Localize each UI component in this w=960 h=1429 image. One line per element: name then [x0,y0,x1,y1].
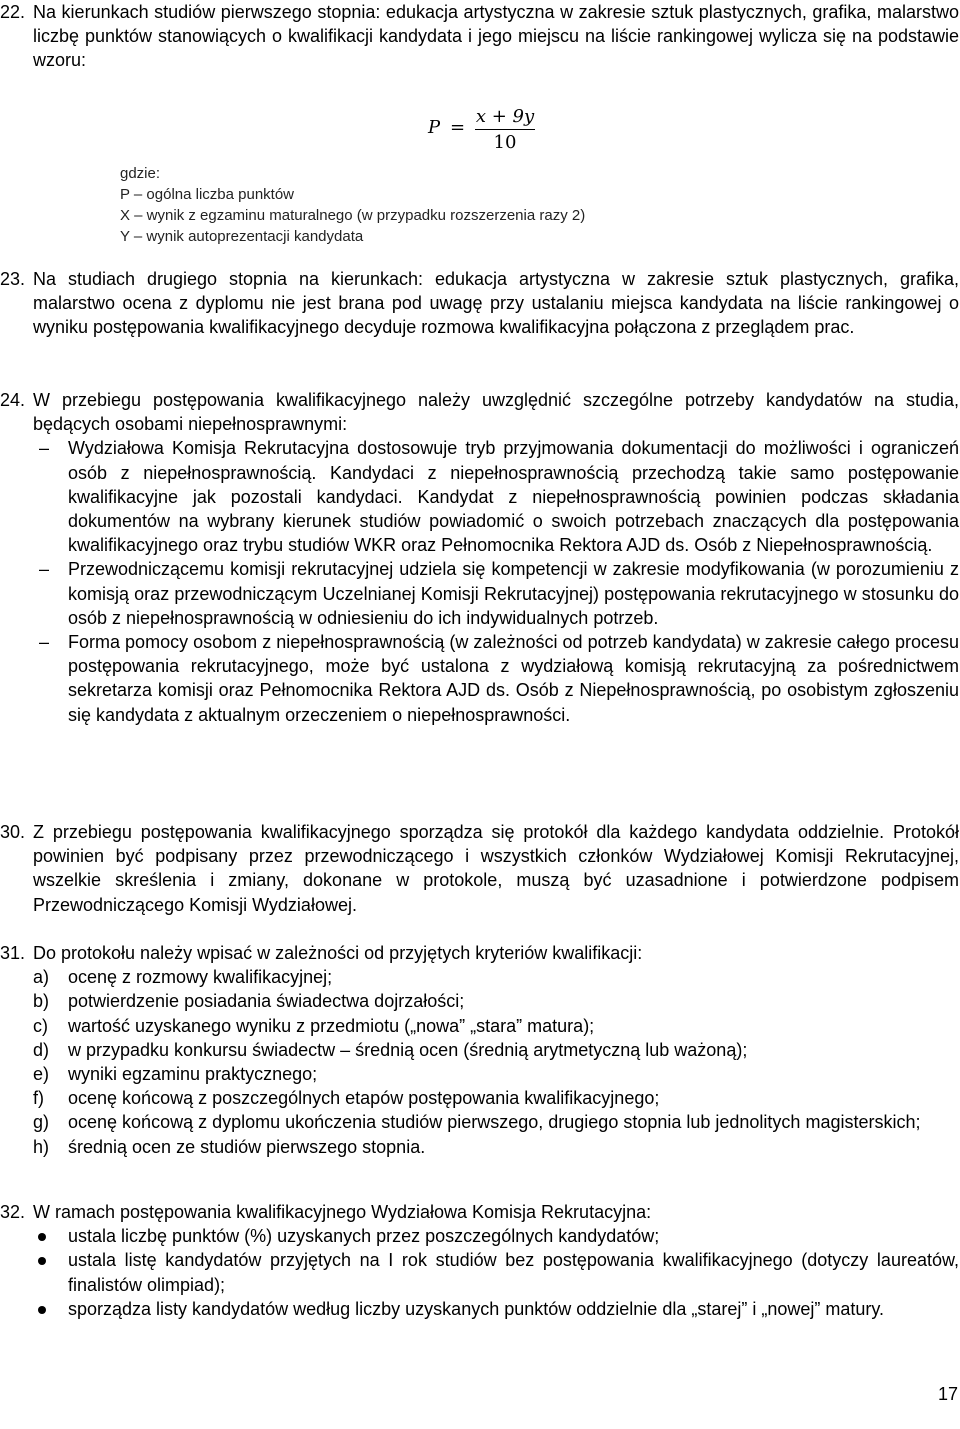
section-number: 23. [0,269,26,289]
legend-line: P – ogólna liczba punktów [120,186,295,203]
section-text: Na studiach drugiego stopnia na kierunkach: edukacja artystyczna w zakresie sztuk plastycznych, grafika, malarstwo ocena z dyplomu nie jest brana pod uwagę przy ustalaniu miejsca kandydata na liście rankingowej o wyniku postępowania kwalifikacyjnego decyduje rozmowa kwalifikacyjna połączona z przeglądem prac. [33,269,959,338]
formula-denominator: 10 [493,132,517,153]
list-item [33,1135,959,1159]
alpha-list [33,965,959,1159]
bullet-icon [38,1306,46,1314]
bullet-icon [38,1257,46,1265]
list-item [33,1062,959,1086]
section-text: W przebiegu postępowania kwalifikacyjnego należy uwzględnić szczególne potrzeby kandydatów na studia, będących osobami niepełnosprawnymi: [33,390,959,435]
list-item-text: średnią ocen ze studiów pierwszego stopnia. [68,1136,426,1157]
formula-numerator: x + 9y [475,106,535,127]
list-marker: e) [33,1064,50,1085]
list-marker: c) [33,1015,48,1036]
section-24 [0,388,960,727]
formula-legend [120,163,585,247]
list-item [33,1110,959,1134]
bullet-list [33,1224,959,1321]
dash-list [33,436,959,726]
list-item-text: ocenę końcową z dyplomu ukończenia studiów pierwszego, drugiego stopnia lub jednolitych magisterskich; [68,1112,921,1133]
list-item-text: ustala listę kandydatów przyjętych na I rok studiów bez postępowania kwalifikacyjnego (dotyczy laureatów, finalistów olimpiad); [68,1250,959,1295]
page-number: 17 [938,1384,959,1404]
section-text: W ramach postępowania kwalifikacyjnego Wydziałowa Komisja Rekrutacyjna: [33,1202,652,1222]
list-item-text: w przypadku konkursu świadectw – średnią ocen (średnią arytmetyczną lub ważoną); [68,1039,748,1060]
formula-fraction [475,106,535,154]
dash-marker: – [39,438,50,459]
list-item [33,989,959,1013]
list-item [33,1086,959,1110]
dash-marker: – [39,559,50,580]
section-number: 32. [0,1202,26,1222]
list-item [33,1014,959,1038]
list-item-text: Forma pomocy osobom z niepełnosprawnością (w zależności od potrzeb kandydata) w zakresie całego procesu postępowania rekrutacyjnego, może być ustalona z wydziałową komisją rekrutacyjną za pośrednictwem sekretarza komisji oraz Pełnomocnika Rektora AJD ds. Osób z Niepełnosprawnością, po osobistym zgłoszeniu się kandydata z aktualnym orzeczeniem o niepełnosprawności. [68,632,959,725]
legend-intro: gdzie: [120,165,161,182]
list-marker: b) [33,991,50,1012]
legend-line: Y – wynik autoprezentacji kandydata [120,228,364,245]
fraction-bar [475,129,535,130]
formula-lhs: P [428,117,441,138]
list-item-text: wyniki egzaminu praktycznego; [68,1064,318,1085]
list-item-text: Przewodniczącemu komisji rekrutacyjnej udziela się kompetencji w zakresie modyfikowania (w porozumieniu z komisją oraz przewodniczącym Uczelnianej Komisji Rekrutacyjnej) postępowania rekrutacyjnego w stosunku do osób z niepełnosprawnością w odniesieniu do ich indywidualnych potrzeb. [68,559,959,628]
list-marker: d) [33,1039,50,1060]
list-item [33,1297,959,1321]
list-item [33,630,959,727]
list-marker: f) [33,1088,44,1109]
section-text: Z przebiegu postępowania kwalifikacyjnego sporządza się protokół dla każdego kandydata oddzielnie. Protokół powinien być podpisany przez przewodniczącego i wszystkich członków Wydziałowej Komisji Rekrutacyjnej, wszelkie skreślenia i zmiany, dokonane w protokole, muszą być uzasadnione i potwierdzone podpisem Przewodniczącego Komisji Wydziałowej. [33,822,959,915]
formula-equals: = [450,117,466,138]
list-item-text: wartość uzyskanego wyniku z przedmiotu („nowa” „stara” matura); [68,1015,595,1036]
list-item-text: ocenę końcową z poszczególnych etapów postępowania kwalifikacyjnego; [68,1088,660,1109]
list-item [33,965,959,989]
bullet-icon [38,1233,46,1241]
dash-marker: – [39,632,50,653]
list-item-text: ustala liczbę punktów (%) uzyskanych przez poszczególnych kandydatów; [68,1226,660,1247]
section-31 [0,941,960,1159]
legend-line: X – wynik z egzaminu maturalnego (w przypadku rozszerzenia razy 2) [120,207,586,224]
section-number: 22. [0,2,26,22]
section-text: Do protokołu należy wpisać w zależności od przyjętych kryteriów kwalifikacji: [33,943,643,963]
section-number: 24. [0,390,26,410]
list-item [33,557,959,630]
section-32 [0,1200,960,1321]
section-22 [0,0,960,73]
list-item [33,1038,959,1062]
list-item [33,1224,959,1248]
list-item [33,1248,959,1296]
list-marker: a) [33,967,50,988]
list-item-text: potwierdzenie posiadania świadectwa dojrzałości; [68,991,465,1012]
section-number: 31. [0,943,26,963]
list-item-text: sporządza listy kandydatów według liczby uzyskanych punktów oddzielnie dla „starej” i „nowej” matury. [68,1298,885,1319]
list-item-text: Wydziałowa Komisja Rekrutacyjna dostosowuje tryb przyjmowania dokumentacji do możliwości i ograniczeń osób z niepełnosprawnością. Kandydaci z niepełnosprawnością przechodzą takie samo postępowanie kwalifikacyjne jak pozostali kandydaci. Kandydat z niepełnosprawnością powinien podczas składania dokumentów na wybrany kierunek studiów powiadomić o swoich potrzebach znaczących dla postępowania kwalifikacyjnego oraz trybu studiów WKR oraz Pełnomocnika Rektora AJD ds. Osób z Niepełnosprawnością. [68,438,959,556]
list-item [33,436,959,557]
list-marker: h) [33,1136,50,1157]
section-23 [0,267,960,340]
section-number: 30. [0,822,26,842]
section-text: Na kierunkach studiów pierwszego stopnia: edukacja artystyczna w zakresie sztuk plastycznych, grafika, malarstwo liczbę punktów stanowiących o kwalifikacji kandydata i jego miejscu na liście rankingowej wylicza się na podstawie wzoru: [33,2,959,71]
list-marker: g) [33,1112,50,1133]
section-30 [0,820,960,917]
list-item-text: ocenę z rozmowy kwalifikacyjnej; [68,967,333,988]
